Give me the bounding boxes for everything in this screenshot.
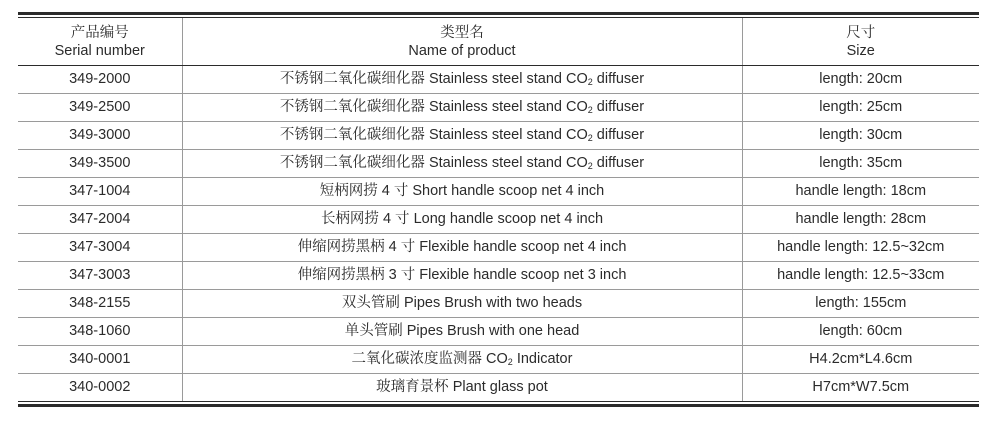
cell-serial-number: 349-2000 [18,66,182,94]
cell-size: length: 155cm [742,290,979,318]
cell-size: H4.2cm*L4.6cm [742,346,979,374]
cell-serial-number: 347-3003 [18,262,182,290]
cell-size: handle length: 12.5~32cm [742,234,979,262]
table-row [18,290,979,318]
header-product-name [182,18,742,66]
product-name-text: 伸缩网捞黑柄 3 寸 Flexible handle scoop net 3 inch [297,267,627,283]
cell-product-name [182,346,742,374]
cell-serial-number: 347-3004 [18,234,182,262]
cell-product-name [182,150,742,178]
cell-product-name [182,66,742,94]
cell-serial-number: 349-3500 [18,150,182,178]
product-name-suffix: diffuser [592,71,645,87]
cell-product-name [182,122,742,150]
cell-product-name [182,318,742,346]
cell-size: handle length: 12.5~33cm [742,262,979,290]
cell-serial-number: 340-0001 [18,346,182,374]
cell-size: handle length: 28cm [742,206,979,234]
header-size [742,18,979,66]
header-size-zh: 尺寸 [846,24,876,41]
cell-size: length: 25cm [742,94,979,122]
product-name-text: 长柄网捞 4 寸 Long handle scoop net 4 inch [320,211,604,227]
product-name-text: 短柄网捞 4 寸 Short handle scoop net 4 inch [319,183,605,199]
cell-size: length: 20cm [742,66,979,94]
table-row [18,178,979,206]
product-name-subscript: 2 [587,105,593,115]
cell-product-name [182,374,742,402]
header-name-zh: 类型名 [440,24,484,41]
product-name-text: 伸缩网捞黑柄 4 寸 Flexible handle scoop net 4 inch [297,239,627,255]
product-name-text: 不锈钢二氧化碳细化器 Stainless steel stand CO [279,71,588,87]
product-name-text: 双头管刷 Pipes Brush with two heads [341,295,583,311]
cell-size: H7cm*W7.5cm [742,374,979,402]
top-rule-thick [18,12,979,15]
cell-serial-number: 340-0002 [69,379,131,395]
cell-serial-number: 347-2004 [18,206,182,234]
cell-product-name [182,206,742,234]
cell-product-name [182,234,742,262]
product-name-text: 二氧化碳浓度监测器 CO [351,351,508,367]
header-row [18,18,979,66]
table-row [18,94,979,122]
product-name-text: 不锈钢二氧化碳细化器 Stainless steel stand CO [279,99,588,115]
header-serial-en: Serial number [54,42,145,59]
table-row [18,234,979,262]
table-row [18,150,979,178]
header-name-en: Name of product [408,42,516,59]
product-name-subscript: 2 [587,161,593,171]
product-name-suffix: diffuser [592,99,645,115]
cell-product-name [182,290,742,318]
product-name-text: 不锈钢二氧化碳细化器 Stainless steel stand CO [279,127,588,143]
cell-serial-number: 348-2155 [18,290,182,318]
cell-serial-number: 349-3000 [18,122,182,150]
table-row [18,346,979,374]
product-spec-table [18,18,979,401]
cell-serial-number: 349-2500 [18,94,182,122]
product-name-text: 玻璃育景杯 Plant glass pot [376,379,548,395]
bottom-rule-thin [18,401,979,402]
product-spec-table-wrapper [18,12,979,407]
product-name-suffix: diffuser [592,155,645,171]
table-row [18,122,979,150]
cell-product-name [182,178,742,206]
product-name-suffix: diffuser [592,127,645,143]
cell-size: length: 30cm [742,122,979,150]
cell-size: length: 35cm [742,150,979,178]
cell-size: length: 60cm [742,318,979,346]
table-row [18,206,979,234]
product-name-suffix: Indicator [512,351,573,367]
product-name-text: 不锈钢二氧化碳细化器 Stainless steel stand CO [279,155,588,171]
table-row [18,318,979,346]
cell-size: handle length: 18cm [742,178,979,206]
table-body [18,66,979,402]
header-serial-number [18,18,182,66]
cell-product-name [182,94,742,122]
cell-serial-number: 348-1060 [18,318,182,346]
cell-serial-number: 347-1004 [18,178,182,206]
cell-product-name [182,262,742,290]
table-row [18,262,979,290]
product-name-subscript: 2 [587,77,593,87]
bottom-rule-thick [18,404,979,407]
table-row [18,66,979,94]
product-name-subscript: 2 [507,357,513,367]
product-name-subscript: 2 [587,133,593,143]
header-size-en: Size [846,42,875,59]
product-name-text: 单头管刷 Pipes Brush with one head [344,323,580,339]
table-row [18,374,979,402]
header-serial-zh: 产品编号 [70,24,129,41]
